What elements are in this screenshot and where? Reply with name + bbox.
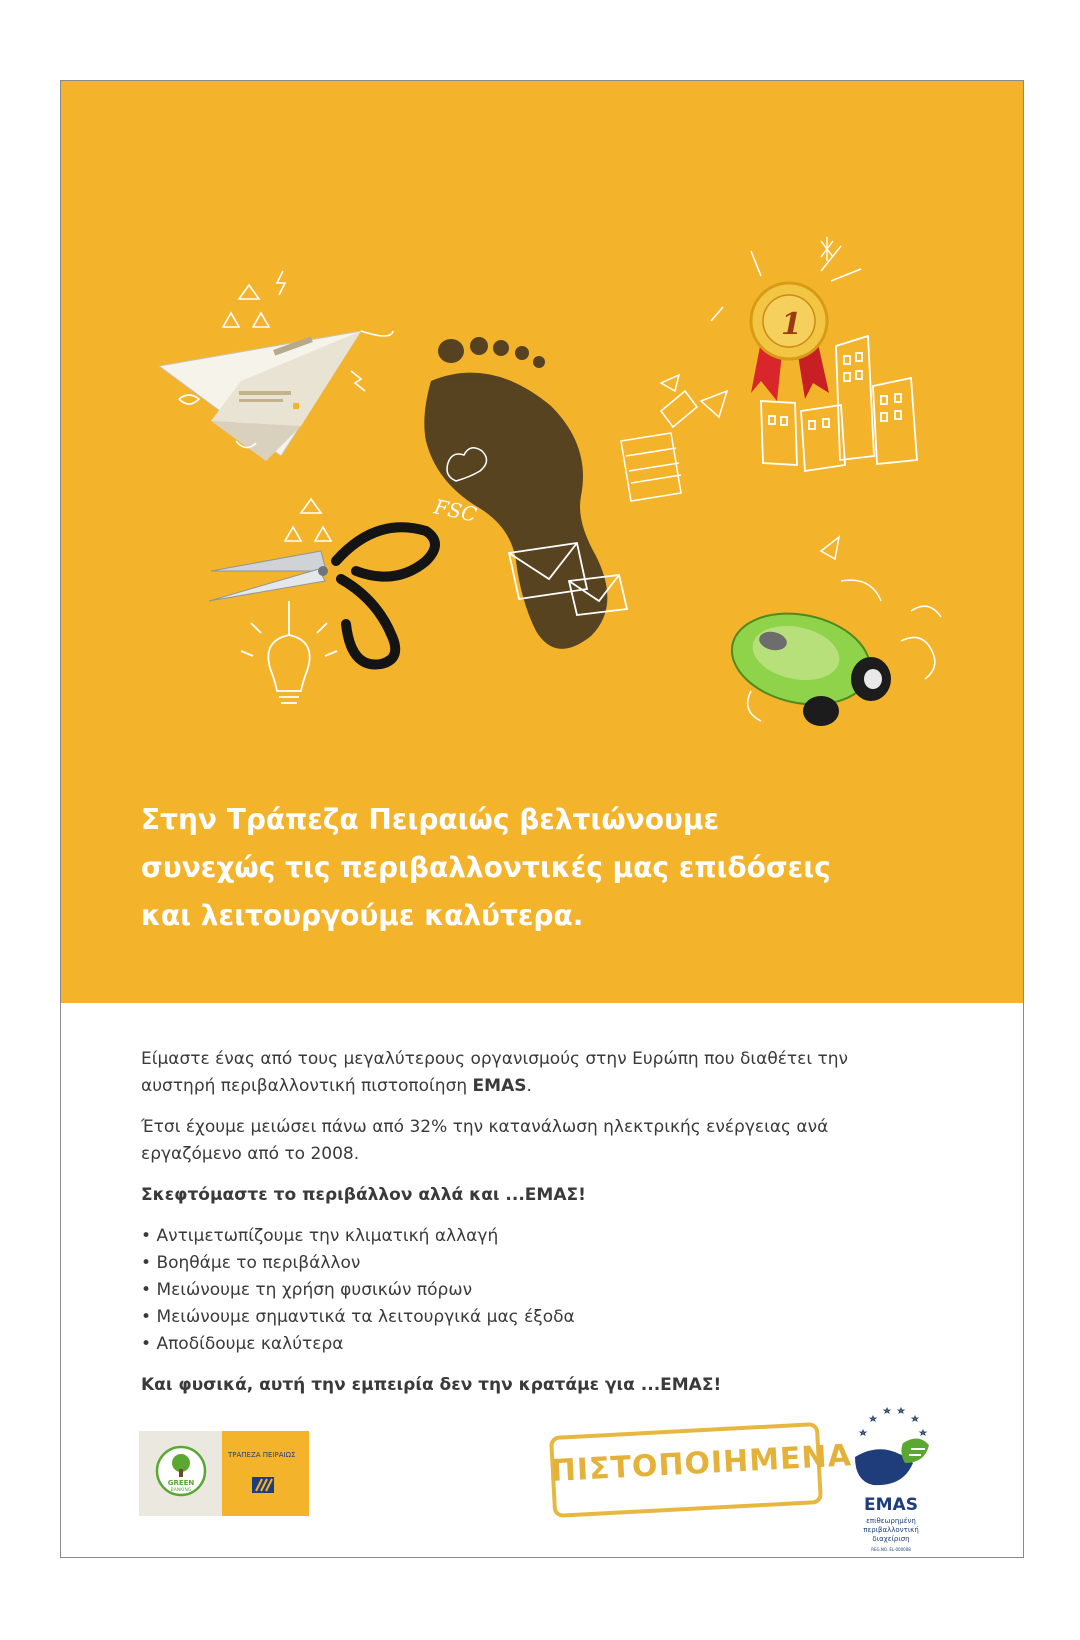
lightbulb-icon bbox=[241, 601, 337, 703]
closing-line: Και φυσικά, αυτή την εμπειρία δεν την κρατάμε για ...ΕΜΑΣ! bbox=[141, 1375, 722, 1395]
emas-emblem-icon bbox=[841, 1397, 941, 1493]
medal-number: 1 bbox=[781, 307, 802, 342]
green-banking-panel bbox=[139, 1431, 222, 1516]
body-copy bbox=[141, 1046, 901, 1413]
emas-logo bbox=[841, 1397, 941, 1557]
green-banking-icon bbox=[155, 1445, 207, 1497]
yellow-hero-panel bbox=[61, 81, 1023, 1003]
paragraph-emas bbox=[141, 1046, 901, 1100]
recycle-icon bbox=[223, 271, 285, 327]
stamp-text: ΠΙΣΤΟΠΟΙΗΜΕΝΑ bbox=[549, 1438, 853, 1490]
piraeus-mark-icon bbox=[252, 1477, 274, 1493]
emas-registration: REG.NO. EL-000008 bbox=[871, 1547, 911, 1552]
benefits-list bbox=[141, 1223, 901, 1358]
scissors-icon bbox=[209, 527, 435, 664]
headline-line-2: συνεχώς τις περιβαλλοντικές μας επιδόσεις bbox=[141, 851, 831, 884]
paragraph-emas-end: . bbox=[526, 1076, 532, 1096]
paper-plane-icon bbox=[159, 331, 393, 461]
list-item: • Αντιμετωπίζουμε την κλιματική αλλαγή bbox=[141, 1223, 901, 1250]
bank-name: ΤΡΑΠΕΖΑ ΠΕΙΡΑΙΩΣ bbox=[228, 1451, 296, 1459]
headline bbox=[141, 796, 961, 940]
list-item: • Αποδίδουμε καλύτερα bbox=[141, 1331, 901, 1358]
paragraph-energy: Έτσι έχουμε μειώσει πάνω από 32% την κατανάλωση ηλεκτρικής ενέργειας ανά εργαζόμενο από το 2008. bbox=[141, 1117, 829, 1164]
recycle-icon bbox=[285, 499, 331, 541]
paragraph-emas-text: Είμαστε ένας από τους μεγαλύτερους οργανισμούς στην Ευρώπη που διαθέτει την αυστηρή περιβαλλοντική πιστοποίηση bbox=[141, 1049, 849, 1096]
bank-logo bbox=[139, 1431, 309, 1516]
list-item: • Μειώνουμε τη χρήση φυσικών πόρων bbox=[141, 1277, 901, 1304]
poster bbox=[60, 80, 1024, 1558]
footprint-icon bbox=[424, 337, 607, 649]
hero-illustration bbox=[61, 81, 1023, 841]
mouse-car-icon bbox=[723, 580, 941, 726]
certified-stamp bbox=[549, 1422, 853, 1518]
emas-tag-line-3: διαχείριση bbox=[872, 1535, 910, 1543]
emas-tag-line-2: περιβαλλοντική bbox=[863, 1526, 919, 1534]
green-banking-word: GREEN bbox=[167, 1479, 195, 1487]
emas-word: EMAS bbox=[864, 1495, 918, 1515]
emas-tagline bbox=[841, 1517, 941, 1544]
list-item: • Μειώνουμε σημαντικά τα λειτουργικά μας έξοδα bbox=[141, 1304, 901, 1331]
headline-line-1: Στην Τράπεζα Πειραιώς βελτιώνουμε bbox=[141, 803, 720, 836]
fsc-label: FSC bbox=[431, 494, 479, 527]
piraeus-bank-panel bbox=[222, 1431, 309, 1516]
emas-bold: EMAS bbox=[472, 1076, 527, 1096]
emas-tag-line-1: επιθεωρημένη bbox=[866, 1517, 916, 1525]
headline-line-3: και λειτουργούμε καλύτερα. bbox=[141, 899, 584, 932]
list-item: • Βοηθάμε το περιβάλλον bbox=[141, 1250, 901, 1277]
papers-icon bbox=[621, 391, 697, 501]
banking-word: BANKING bbox=[170, 1488, 192, 1493]
subheading: Σκεφτόμαστε το περιβάλλον αλλά και ...ΕΜΑΣ! bbox=[141, 1185, 586, 1205]
